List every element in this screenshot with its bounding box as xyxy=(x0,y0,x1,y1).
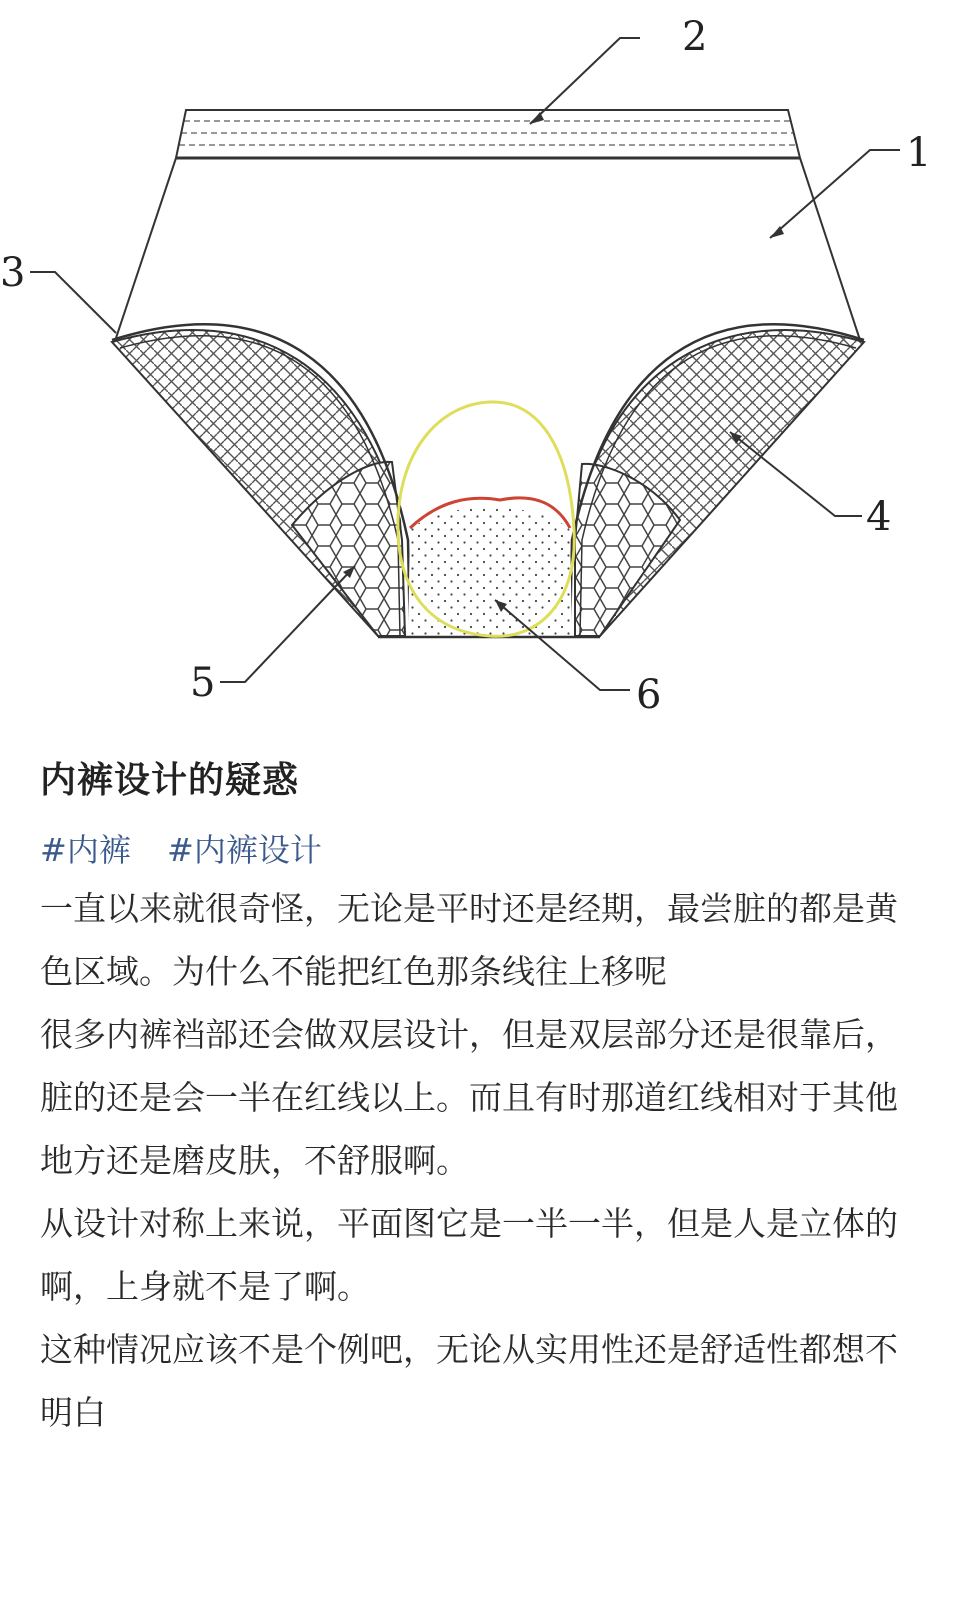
body-outline xyxy=(116,158,860,340)
tag-underwear-design[interactable]: #内裤设计 xyxy=(167,831,322,869)
post-paragraph: 这种情况应该不是个例吧，无论从实用性还是舒适性都想不明白 xyxy=(40,1330,898,1432)
label-1: 1 xyxy=(906,130,932,176)
label-4: 4 xyxy=(866,494,892,540)
label-5: 5 xyxy=(190,660,216,706)
post-paragraph: 一直以来就很奇怪，无论是平时还是经期，最尝脏的都是黄色区域。为什么不能把红色那条线往上移呢 xyxy=(40,889,898,991)
post-title: 内裤设计的疑惑 xyxy=(40,760,300,801)
label-6: 6 xyxy=(636,672,662,718)
waistband xyxy=(176,110,800,158)
tag-list xyxy=(40,825,920,871)
label-3: 3 xyxy=(0,250,26,296)
post-body xyxy=(40,740,920,1444)
post-paragraph: 从设计对称上来说，平面图它是一半一半，但是人是立体的啊，上身就不是了啊。 xyxy=(40,1204,898,1306)
label-2: 2 xyxy=(682,14,708,60)
post-paragraph: 很多内裤裆部还会做双层设计，但是双层部分还是很靠后，脏的还是会一半在红线以上。而且有时那道红线相对于其他地方还是磨皮肤，不舒服啊。 xyxy=(40,1015,898,1180)
underwear-diagram xyxy=(0,0,960,740)
tag-underwear[interactable]: #内裤 xyxy=(40,831,131,869)
